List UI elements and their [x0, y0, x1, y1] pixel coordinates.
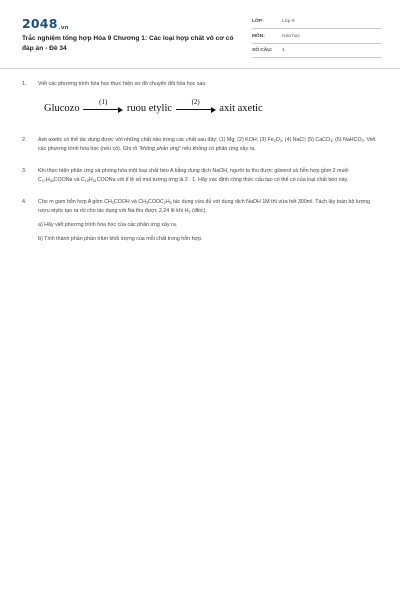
scheme-node-acetic-acid: axit axetic: [219, 102, 263, 114]
meta-row-count: [252, 45, 382, 58]
question-text: Viết các phương trình hóa học thực hiện sơ đồ chuyển đổi hóa học sau:: [38, 81, 207, 87]
reaction-arrow-2: [176, 98, 216, 115]
meta-info: [252, 16, 382, 60]
question-1: [22, 80, 378, 123]
meta-value: Hóa học: [282, 33, 300, 39]
header-divider: [0, 68, 400, 69]
question-number: 3.: [22, 168, 27, 174]
meta-row-subject: [252, 31, 382, 44]
arrow-label: (1): [99, 98, 108, 106]
meta-label: LỚP:: [252, 19, 264, 24]
sub-question-b: b) Tính thành phần phần trăm khối lượng của mỗi chất trong hỗn hợp.: [38, 236, 203, 242]
page-header: [22, 14, 382, 62]
scheme-node-ethanol: ruou etylic: [126, 102, 173, 114]
question-2: [22, 136, 378, 154]
meta-value: 4: [282, 48, 285, 53]
question-number: 4.: [22, 199, 27, 205]
scheme-node-glucose: Glucozo: [44, 102, 80, 114]
sub-question-a: a) Hãy viết phương trình hóa học của các phản ứng xảy ra.: [38, 222, 178, 228]
document-title: Trắc nghiệm tổng hợp Hóa 9 Chương 1: Các loại hợp chất vô cơ có đáp án - Đề 34: [22, 35, 234, 52]
site-logo[interactable]: 2048.vn: [22, 16, 69, 31]
question-number: 2.: [22, 137, 27, 143]
question-4: [22, 198, 378, 244]
meta-label: MÔN:: [252, 33, 265, 39]
question-text: Axit axetic có thể tác dụng được với những chất nào trong các chất sau đây: (1) Mg; (2) KOH; (3) $Fe_2O_3$; (4) NaCl; (5) CaCO$_3$; (6) NaHCO$_3$. Viết các phương trình hóa học (nếu có). Ghi rõ "không phản ứng" nếu không có phản ứng xảy ra.: [38, 137, 376, 152]
meta-value: Lớp 9: [282, 19, 295, 24]
question-text: Khi thực hiện phản ứng xà phòng hóa một loại chất béo A bằng dung dịch NaOH, người ta thu được glixerol và hỗn hợp gồm 2 muối $C_{17}H_{35}COONa$ và $C_{15}H_{31}COONa$ với tỉ lệ số mol tương ứng là 2 : 1. Hãy xác định công thức cấu tạo có thể có của loại chất béo này.: [38, 168, 349, 183]
conversion-scheme: [44, 98, 378, 123]
question-text: Cho m gam hỗn hợp A gồm $CH_3COOH$ và $CH_3COOC_2H_5$ tác dụng vừa đủ với dung dịch NaOH 1M thì vừa hết 300ml. Tách lấy toàn bộ lượng rượu etylic tạo ra rồi cho tác dụng với Na thu được 2,24 lít khí $H_2$ (đktc).: [38, 199, 370, 214]
question-list: [22, 80, 378, 257]
meta-row-class: [252, 16, 382, 29]
meta-label: SỐ CÂU:: [252, 48, 273, 53]
arrow-label: (2): [191, 98, 200, 106]
question-3: [22, 167, 378, 185]
reaction-arrow-1: [83, 98, 123, 115]
question-number: 1.: [22, 81, 27, 87]
